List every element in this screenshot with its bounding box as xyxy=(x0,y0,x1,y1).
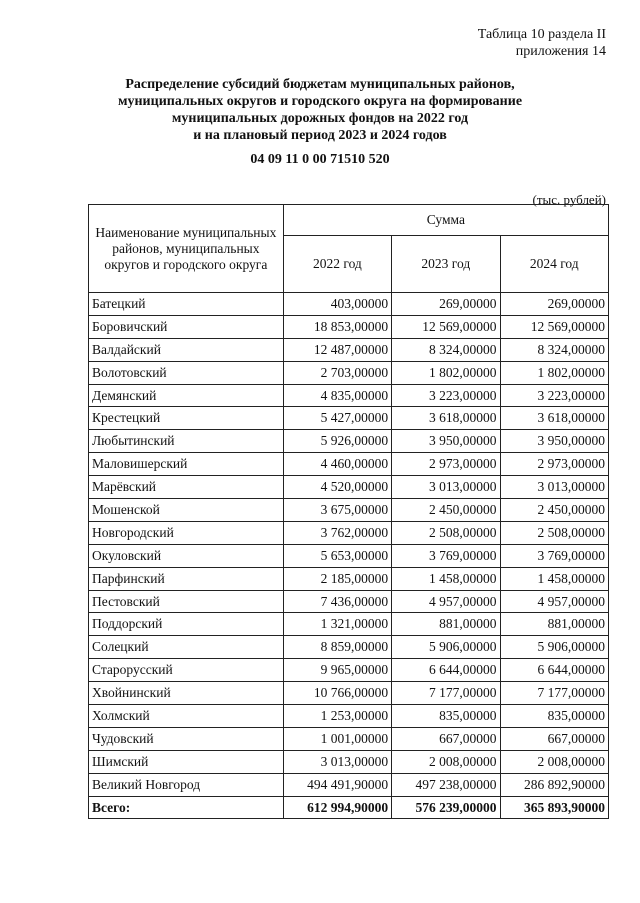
amount-2023: 2 973,00000 xyxy=(392,453,500,476)
amount-2023: 3 013,00000 xyxy=(392,476,500,499)
table-reference-line: Таблица 10 раздела II xyxy=(477,27,606,42)
amount-2024: 3 950,00000 xyxy=(500,430,608,453)
district-name: Поддорский xyxy=(89,613,284,636)
amount-2022: 2 185,00000 xyxy=(283,567,391,590)
amount-2024: 5 906,00000 xyxy=(500,636,608,659)
amount-2023: 6 644,00000 xyxy=(392,659,500,682)
amount-2022: 7 436,00000 xyxy=(283,590,391,613)
column-header-sum: Сумма xyxy=(283,205,608,236)
title-line: и на плановый период 2023 и 2024 годов xyxy=(193,128,447,143)
district-name: Новгородский xyxy=(89,521,284,544)
amount-2023: 1 802,00000 xyxy=(392,361,500,384)
amount-2022: 4 520,00000 xyxy=(283,476,391,499)
amount-2023: 835,00000 xyxy=(392,705,500,728)
table-body xyxy=(89,293,609,819)
amount-2023: 12 569,00000 xyxy=(392,315,500,338)
table-row xyxy=(89,499,609,522)
amount-2024: 6 644,00000 xyxy=(500,659,608,682)
table-row xyxy=(89,384,609,407)
table-reference xyxy=(478,26,606,60)
amount-2024: 2 450,00000 xyxy=(500,499,608,522)
district-name: Маловишерский xyxy=(89,453,284,476)
amount-2022: 12 487,00000 xyxy=(283,338,391,361)
amount-2024: 881,00000 xyxy=(500,613,608,636)
amount-2022: 9 965,00000 xyxy=(283,659,391,682)
table-row xyxy=(89,361,609,384)
title-line: муниципальных округов и городского округа на формирование xyxy=(117,94,523,109)
document-title xyxy=(0,76,640,144)
amount-2022: 1 253,00000 xyxy=(283,705,391,728)
amount-2023: 3 769,00000 xyxy=(392,544,500,567)
amount-2023: 881,00000 xyxy=(392,613,500,636)
amount-2022: 3 013,00000 xyxy=(283,750,391,773)
total-label: Всего: xyxy=(89,796,284,819)
amount-2023: 3 618,00000 xyxy=(392,407,500,430)
amount-2023: 269,00000 xyxy=(392,293,500,316)
amount-2024: 4 957,00000 xyxy=(500,590,608,613)
amount-2024: 3 769,00000 xyxy=(500,544,608,567)
district-name: Хвойнинский xyxy=(89,682,284,705)
district-name: Парфинский xyxy=(89,567,284,590)
table-row xyxy=(89,293,609,316)
column-header-2022: 2022 год xyxy=(283,236,391,293)
appendix-reference-line: приложения 14 xyxy=(515,44,606,59)
district-name: Пестовский xyxy=(89,590,284,613)
amount-2023: 3 950,00000 xyxy=(392,430,500,453)
amount-2024: 2 973,00000 xyxy=(500,453,608,476)
total-2024: 365 893,90000 xyxy=(500,796,608,819)
district-name: Марёвский xyxy=(89,476,284,499)
amount-2024: 3 013,00000 xyxy=(500,476,608,499)
district-name: Демянский xyxy=(89,384,284,407)
subsidy-table xyxy=(88,204,609,819)
amount-2022: 1 001,00000 xyxy=(283,727,391,750)
amount-2023: 7 177,00000 xyxy=(392,682,500,705)
table-row xyxy=(89,750,609,773)
district-name: Солецкий xyxy=(89,636,284,659)
column-header-2023: 2023 год xyxy=(392,236,500,293)
amount-2023: 8 324,00000 xyxy=(392,338,500,361)
amount-2024: 1 802,00000 xyxy=(500,361,608,384)
amount-2023: 5 906,00000 xyxy=(392,636,500,659)
amount-2022: 2 703,00000 xyxy=(283,361,391,384)
amount-2024: 3 618,00000 xyxy=(500,407,608,430)
district-name: Окуловский xyxy=(89,544,284,567)
amount-2022: 494 491,90000 xyxy=(283,773,391,796)
table-row xyxy=(89,315,609,338)
table-row xyxy=(89,338,609,361)
amount-2022: 10 766,00000 xyxy=(283,682,391,705)
total-row xyxy=(89,796,609,819)
budget-code: 04 09 11 0 00 71510 520 xyxy=(250,152,390,167)
amount-2024: 1 458,00000 xyxy=(500,567,608,590)
amount-2024: 269,00000 xyxy=(500,293,608,316)
amount-2022: 3 762,00000 xyxy=(283,521,391,544)
district-name: Шимский xyxy=(89,750,284,773)
total-2022: 612 994,90000 xyxy=(283,796,391,819)
amount-2023: 4 957,00000 xyxy=(392,590,500,613)
amount-2022: 18 853,00000 xyxy=(283,315,391,338)
amount-2023: 497 238,00000 xyxy=(392,773,500,796)
amount-2024: 835,00000 xyxy=(500,705,608,728)
column-header-2024: 2024 год xyxy=(500,236,608,293)
amount-2024: 12 569,00000 xyxy=(500,315,608,338)
table-row xyxy=(89,430,609,453)
table-row xyxy=(89,636,609,659)
amount-2022: 4 460,00000 xyxy=(283,453,391,476)
district-name: Старорусский xyxy=(89,659,284,682)
amount-2024: 8 324,00000 xyxy=(500,338,608,361)
amount-2022: 5 653,00000 xyxy=(283,544,391,567)
district-name: Боровичский xyxy=(89,315,284,338)
table-row xyxy=(89,659,609,682)
district-name: Холмский xyxy=(89,705,284,728)
table-row xyxy=(89,590,609,613)
table-row xyxy=(89,727,609,750)
amount-2022: 5 427,00000 xyxy=(283,407,391,430)
amount-2024: 3 223,00000 xyxy=(500,384,608,407)
amount-2022: 4 835,00000 xyxy=(283,384,391,407)
table-row xyxy=(89,682,609,705)
table-row xyxy=(89,613,609,636)
title-line: муниципальных дорожных фондов на 2022 год xyxy=(171,111,469,126)
amount-2022: 403,00000 xyxy=(283,293,391,316)
title-line: Распределение субсидий бюджетам муниципальных районов, xyxy=(125,77,515,92)
amount-2023: 1 458,00000 xyxy=(392,567,500,590)
amount-2024: 7 177,00000 xyxy=(500,682,608,705)
table-row xyxy=(89,407,609,430)
table-row xyxy=(89,521,609,544)
amount-2023: 667,00000 xyxy=(392,727,500,750)
district-name: Батецкий xyxy=(89,293,284,316)
units-label: (тыс. рублей) xyxy=(532,192,606,207)
column-header-name: Наименование муниципальных районов, муниципальных округов и городского округа xyxy=(89,205,284,293)
amount-2022: 5 926,00000 xyxy=(283,430,391,453)
table-row xyxy=(89,453,609,476)
district-name: Волотовский xyxy=(89,361,284,384)
table-row xyxy=(89,773,609,796)
amount-2022: 1 321,00000 xyxy=(283,613,391,636)
district-name: Любытинский xyxy=(89,430,284,453)
table-row xyxy=(89,567,609,590)
amount-2023: 3 223,00000 xyxy=(392,384,500,407)
table-row xyxy=(89,705,609,728)
district-name: Крестецкий xyxy=(89,407,284,430)
district-name: Великий Новгород xyxy=(89,773,284,796)
amount-2023: 2 450,00000 xyxy=(392,499,500,522)
amount-2023: 2 008,00000 xyxy=(392,750,500,773)
amount-2024: 286 892,90000 xyxy=(500,773,608,796)
district-name: Валдайский xyxy=(89,338,284,361)
amount-2023: 2 508,00000 xyxy=(392,521,500,544)
total-2023: 576 239,00000 xyxy=(392,796,500,819)
district-name: Мошенской xyxy=(89,499,284,522)
table-row xyxy=(89,544,609,567)
amount-2024: 2 008,00000 xyxy=(500,750,608,773)
amount-2022: 3 675,00000 xyxy=(283,499,391,522)
amount-2024: 667,00000 xyxy=(500,727,608,750)
amount-2022: 8 859,00000 xyxy=(283,636,391,659)
amount-2024: 2 508,00000 xyxy=(500,521,608,544)
district-name: Чудовский xyxy=(89,727,284,750)
table-row xyxy=(89,476,609,499)
